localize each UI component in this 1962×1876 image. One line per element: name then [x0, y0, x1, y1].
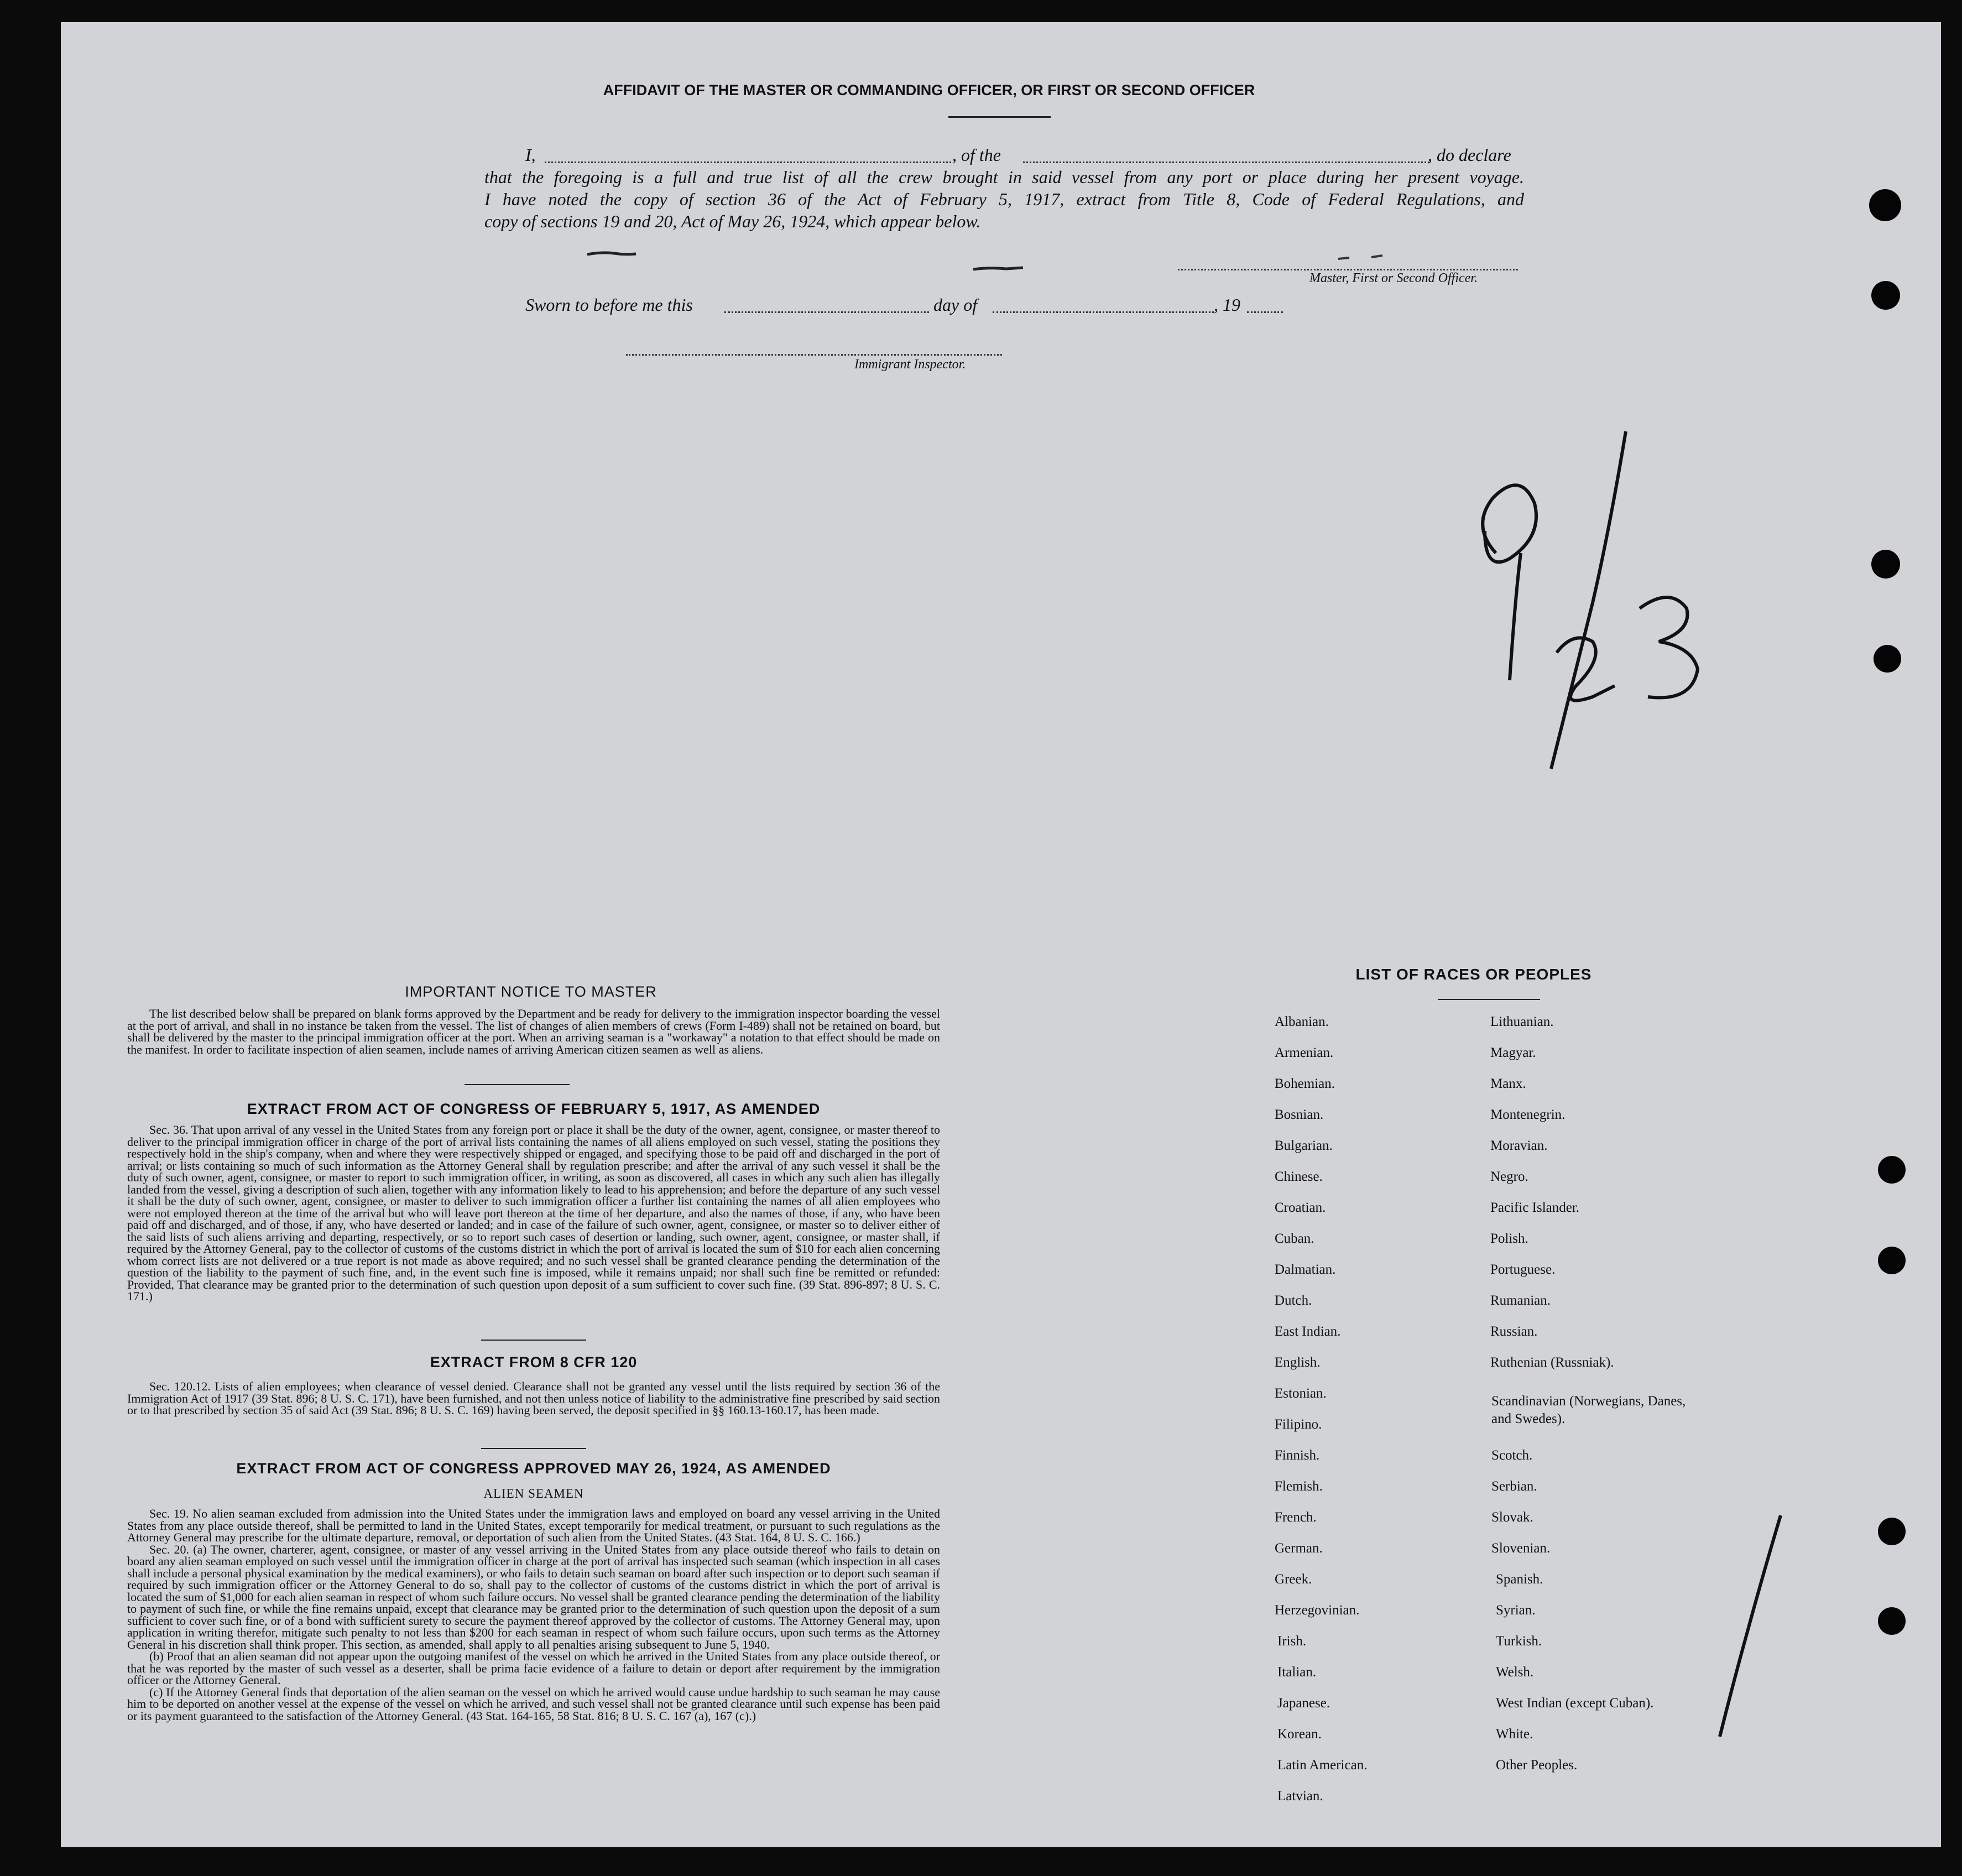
race-item: Bulgarian. — [1275, 1138, 1333, 1153]
sworn-day-blank — [724, 311, 929, 313]
race-item: Cuban. — [1275, 1231, 1314, 1246]
notice-title: IMPORTANT NOTICE TO MASTER — [405, 983, 657, 1000]
race-item: Irish. — [1277, 1634, 1307, 1649]
race-item: Italian. — [1277, 1665, 1317, 1680]
sworn-day-label: day of — [933, 295, 978, 315]
extract-cfr-text — [127, 1380, 940, 1416]
extract-1924-text — [127, 1508, 940, 1722]
race-item: Estonian. — [1275, 1386, 1327, 1401]
race-item: Herzegovinian. — [1275, 1603, 1360, 1618]
race-item: Bohemian. — [1275, 1076, 1335, 1091]
handwritten-date-mark — [1427, 420, 1736, 785]
affidavit-title: AFFIDAVIT OF THE MASTER OR COMMANDING OFFICER, OR FIRST OR SECOND OFFICER — [603, 82, 1255, 98]
race-item: East Indian. — [1275, 1324, 1341, 1339]
race-item: Pacific Islander. — [1490, 1200, 1580, 1215]
notice-paragraph: The list described below shall be prepared on blank forms approved by the Department and be ready for delivery to the immigration inspector boarding the vessel at the port of arrival, and shall in no instance be taken from the vessel. The list of changes of alien members of crews (Form I-489) shall not be retained on board, but shall be delivered by the master to the principal immigration officer at the port. When an arriving seaman is a "workaway" a notation to that effect should be made on the manifest. In order to facilitate inspection of alien seamen, include names of arriving American citizen seamen as well as aliens. — [127, 1007, 940, 1056]
extract-1917-rule — [481, 1340, 586, 1341]
punch-hole — [1871, 281, 1900, 310]
extract-cfr-title: EXTRACT FROM 8 CFR 120 — [430, 1354, 638, 1370]
race-item: Dalmatian. — [1275, 1262, 1336, 1277]
race-item: Portuguese. — [1490, 1262, 1556, 1277]
races-rule — [1438, 999, 1540, 1000]
punch-hole — [1878, 1247, 1906, 1274]
affidavit-line-2: that the foregoing is a full and true list of all the crew brought in said vessel from any port or place during her present voyage. — [484, 167, 1524, 187]
race-item: Welsh. — [1496, 1665, 1534, 1680]
extract-1917-text — [127, 1124, 940, 1302]
race-item: Latvian. — [1277, 1789, 1323, 1804]
extract-1924-sec20a: Sec. 20. (a) The owner, charterer, agent, consignee, or master of any vessel arriving in the United States from any place outside thereof who fails to detain on board any alien seaman employed on such vessel until the immigration officer in charge at the port of arrival has inspected such seaman (which inspection in all cases shall include a personal physical examination by the medical examiners), or who fails to detain such seaman on board after such inspection or to deport such seaman if required by such immigration officer or the Attorney General to do so, shall pay to the collector of customs of the customs district in which the port of arrival is located the sum of $1,000 for each alien seaman in respect of whom such failure occurs. No vessel shall be granted clearance pending the determination of the liability to payment of such fine, or while the fine remains unpaid, except that clearance may be granted prior to the determination of such question upon the deposit of a sum sufficient to cover such fine, or of a bond with sufficient surety to secure the payment thereof approved by the collector of customs. The Attorney General may, upon application in writing therefor, mitigate such penalty to not less than $200 for each seaman in respect of whom such failure occurs, upon such terms as the Attorney General in his discretion shall think proper. This section, as amended, shall apply to all penalties arising subsequent to June 5, 1940. — [127, 1542, 940, 1651]
race-item: Russian. — [1490, 1324, 1538, 1339]
race-item: Slovenian. — [1491, 1541, 1551, 1556]
race-item: Greek. — [1275, 1572, 1312, 1587]
race-item: West Indian (except Cuban). — [1496, 1696, 1654, 1711]
race-item: Magyar. — [1490, 1045, 1536, 1060]
notice-rule — [465, 1084, 570, 1085]
race-item: Serbian. — [1491, 1479, 1537, 1494]
master-signature-caption: Master, First or Second Officer. — [1309, 271, 1478, 285]
punch-hole — [1871, 550, 1900, 579]
sworn-month-blank — [993, 311, 1214, 313]
extract-1924-title: EXTRACT FROM ACT OF CONGRESS APPROVED MAY 26, 1924, AS AMENDED — [236, 1460, 831, 1477]
race-item: Japanese. — [1277, 1696, 1330, 1711]
race-item: Latin American. — [1277, 1758, 1368, 1773]
race-item: Flemish. — [1275, 1479, 1323, 1494]
race-item: Bosnian. — [1275, 1107, 1324, 1122]
declarant-line-end: , do declare — [1428, 145, 1511, 165]
extract-1924-sec20c: (c) If the Attorney General finds that deportation of the alien seaman on the vessel on which he arrived would cause undue hardship to such seaman he may cause him to be deported on another vessel at the expense of the vessel on which he arrived, and such vessel shall not be granted clearance until such expense has been paid or its payment guaranteed to the satisfaction of the Attorney General. (43 Stat. 164-165, 58 Stat. 816; 8 U. S. C. 167 (a), 167 (c).) — [127, 1685, 940, 1723]
punch-hole — [1878, 1156, 1906, 1184]
declarant-line-mid: , of the — [952, 145, 1001, 165]
extract-cfr-paragraph: Sec. 120.12. Lists of alien employees; when clearance of vessel denied. Clearance shall not be granted any vessel until the lists required by section 36 of the Immigration Act of 1917 (39 Stat. 896; 8 U. S. C. 171), have been furnished, and not then unless notice of liability to the administrative fine prescribed by said section or to that prescribed by section 35 of said Act (39 Stat. 896; 8 U. S. C. 169) having been served, the deposit specified in §§ 160.13-160.17, has been made. — [127, 1379, 940, 1417]
extract-1917-paragraph: Sec. 36. That upon arrival of any vessel in the United States from any foreign port or place it shall be the duty of the owner, agent, consignee, or master thereof to deliver to the principal immigration officer in charge of the port of arrival lists containing the names of all aliens employed on such vessel, stating the positions they respectively hold in the ship's company, when and where they were respectively shipped or engaged, and specifying those to be paid off and discharged in the port of arrival; or lists containing so much of such information as the Attorney General shall by regulation prescribe; and after the arrival of any such vessel it shall be the duty of such owner, agent, consignee, or master to report to such immigration officer, in writing, as soon as discovered, all cases in which any such alien has illegally landed from the vessel, giving a description of such alien, together with any information likely to lead to his apprehension; and before the departure of any such vessel it shall be the duty of such owner, agent, consignee, or master to deliver to such immigration officer a further list containing the names of all alien employees who were not employed thereon at the time of the arrival but who will leave port thereon at the time of her departure, and also the names of those, if any, who have been paid off and discharged, and of those, if any, who have deserted or landed; and in case of the failure of such owner, agent, consignee, or master so to deliver either of the said lists of such aliens arriving and departing, respectively, or so to report such cases of desertion or landing, such owner, agent, consignee, or master shall, if required by the Attorney General, pay to the collector of customs of the customs district in which the port of arrival is located the sum of $10 for each alien concerning whom correct lists are not delivered or a true report is not made as above required; and no such vessel shall be granted clearance pending the determination of the question of the liability to the payment of such fine, and, in the event such fine is imposed, while it remains unpaid; nor shall such fine be remitted or refunded: Provided, That clearance may be granted prior to the determination of such question upon deposit of a sum sufficient to cover such fine. (39 Stat. 896-897; 8 U. S. C. 171.) — [127, 1123, 940, 1303]
sworn-year-label: , 19 — [1214, 295, 1240, 315]
punch-hole — [1878, 1518, 1906, 1545]
race-item: Turkish. — [1496, 1634, 1542, 1649]
race-item: German. — [1275, 1541, 1323, 1556]
race-item: Montenegrin. — [1490, 1107, 1566, 1122]
race-item: Manx. — [1490, 1076, 1526, 1091]
punch-hole — [1869, 189, 1901, 221]
pen-marks — [0, 0, 1962, 332]
affidavit-line-4: copy of sections 19 and 20, Act of May 26, 1924, which appear below. — [484, 211, 981, 231]
race-item: Scandinavian (Norwegians, Danes, and Swedes). — [1491, 1394, 1686, 1426]
race-item: Albanian. — [1275, 1014, 1329, 1029]
sworn-year-blank — [1247, 311, 1283, 313]
race-item: French. — [1275, 1510, 1317, 1525]
race-item: Negro. — [1490, 1169, 1528, 1184]
race-item: Lithuanian. — [1490, 1014, 1554, 1029]
extract-1924-sec19: Sec. 19. No alien seaman excluded from admission into the United States under the immigration laws and employed on board any vessel arriving in the United States from any place outside thereof, shall be permitted to land in the United States, except temporarily for medical treatment, or pursuant to such regulations as the Attorney General may prescribe for the ultimate departure, removal, or deportation of such alien from the United States. (43 Stat. 164, 8 U. S. C. 166.) — [127, 1507, 940, 1544]
races-title: LIST OF RACES OR PEOPLES — [1355, 966, 1592, 983]
race-item: Spanish. — [1496, 1572, 1543, 1587]
handwritten-tally-mark — [1703, 1510, 1792, 1742]
race-item: Filipino. — [1275, 1417, 1322, 1432]
sworn-text: Sworn to before me this — [525, 295, 693, 315]
extract-1917-title: EXTRACT FROM ACT OF CONGRESS OF FEBRUARY 5, 1917, AS AMENDED — [247, 1101, 821, 1117]
notice-text — [127, 1008, 940, 1055]
inspector-caption: Immigrant Inspector. — [854, 357, 966, 372]
race-item: Korean. — [1277, 1727, 1322, 1742]
race-item: Rumanian. — [1490, 1293, 1551, 1308]
race-item: Chinese. — [1275, 1169, 1323, 1184]
race-item: Other Peoples. — [1496, 1758, 1578, 1773]
extract-1924-sec20b: (b) Proof that an alien seaman did not appear upon the outgoing manifest of the vessel on which he arrived in the United States from any place outside thereof, or that he was reported by the master of such vessel as a deserter, shall be prima facie evidence of a failure to detain or deport after requirement by the immigration officer or the Attorney General. — [127, 1649, 940, 1687]
race-item: Slovak. — [1491, 1510, 1533, 1525]
race-item: Dutch. — [1275, 1293, 1312, 1308]
race-item: Finnish. — [1275, 1448, 1320, 1463]
punch-hole — [1878, 1607, 1906, 1635]
punch-hole — [1874, 645, 1901, 673]
inspector-signature-line — [626, 354, 1002, 356]
race-item: White. — [1496, 1727, 1533, 1742]
affidavit-line-3: I have noted the copy of section 36 of the Act of February 5, 1917, extract from Title 8, Code of Federal Regulations, and — [484, 189, 1524, 209]
race-item: Armenian. — [1275, 1045, 1334, 1060]
declarant-line-start: I, — [525, 145, 536, 165]
race-item: Polish. — [1490, 1231, 1528, 1246]
race-item: Ruthenian (Russniak). — [1490, 1355, 1614, 1370]
extract-1924-subtitle: ALIEN SEAMEN — [483, 1487, 584, 1500]
race-item: English. — [1275, 1355, 1321, 1370]
race-item: Croatian. — [1275, 1200, 1326, 1215]
extract-cfr-rule — [481, 1448, 586, 1449]
race-item: Syrian. — [1496, 1603, 1536, 1618]
master-signature-line — [1178, 269, 1518, 270]
race-item: Moravian. — [1490, 1138, 1548, 1153]
race-item: Scotch. — [1491, 1448, 1533, 1463]
